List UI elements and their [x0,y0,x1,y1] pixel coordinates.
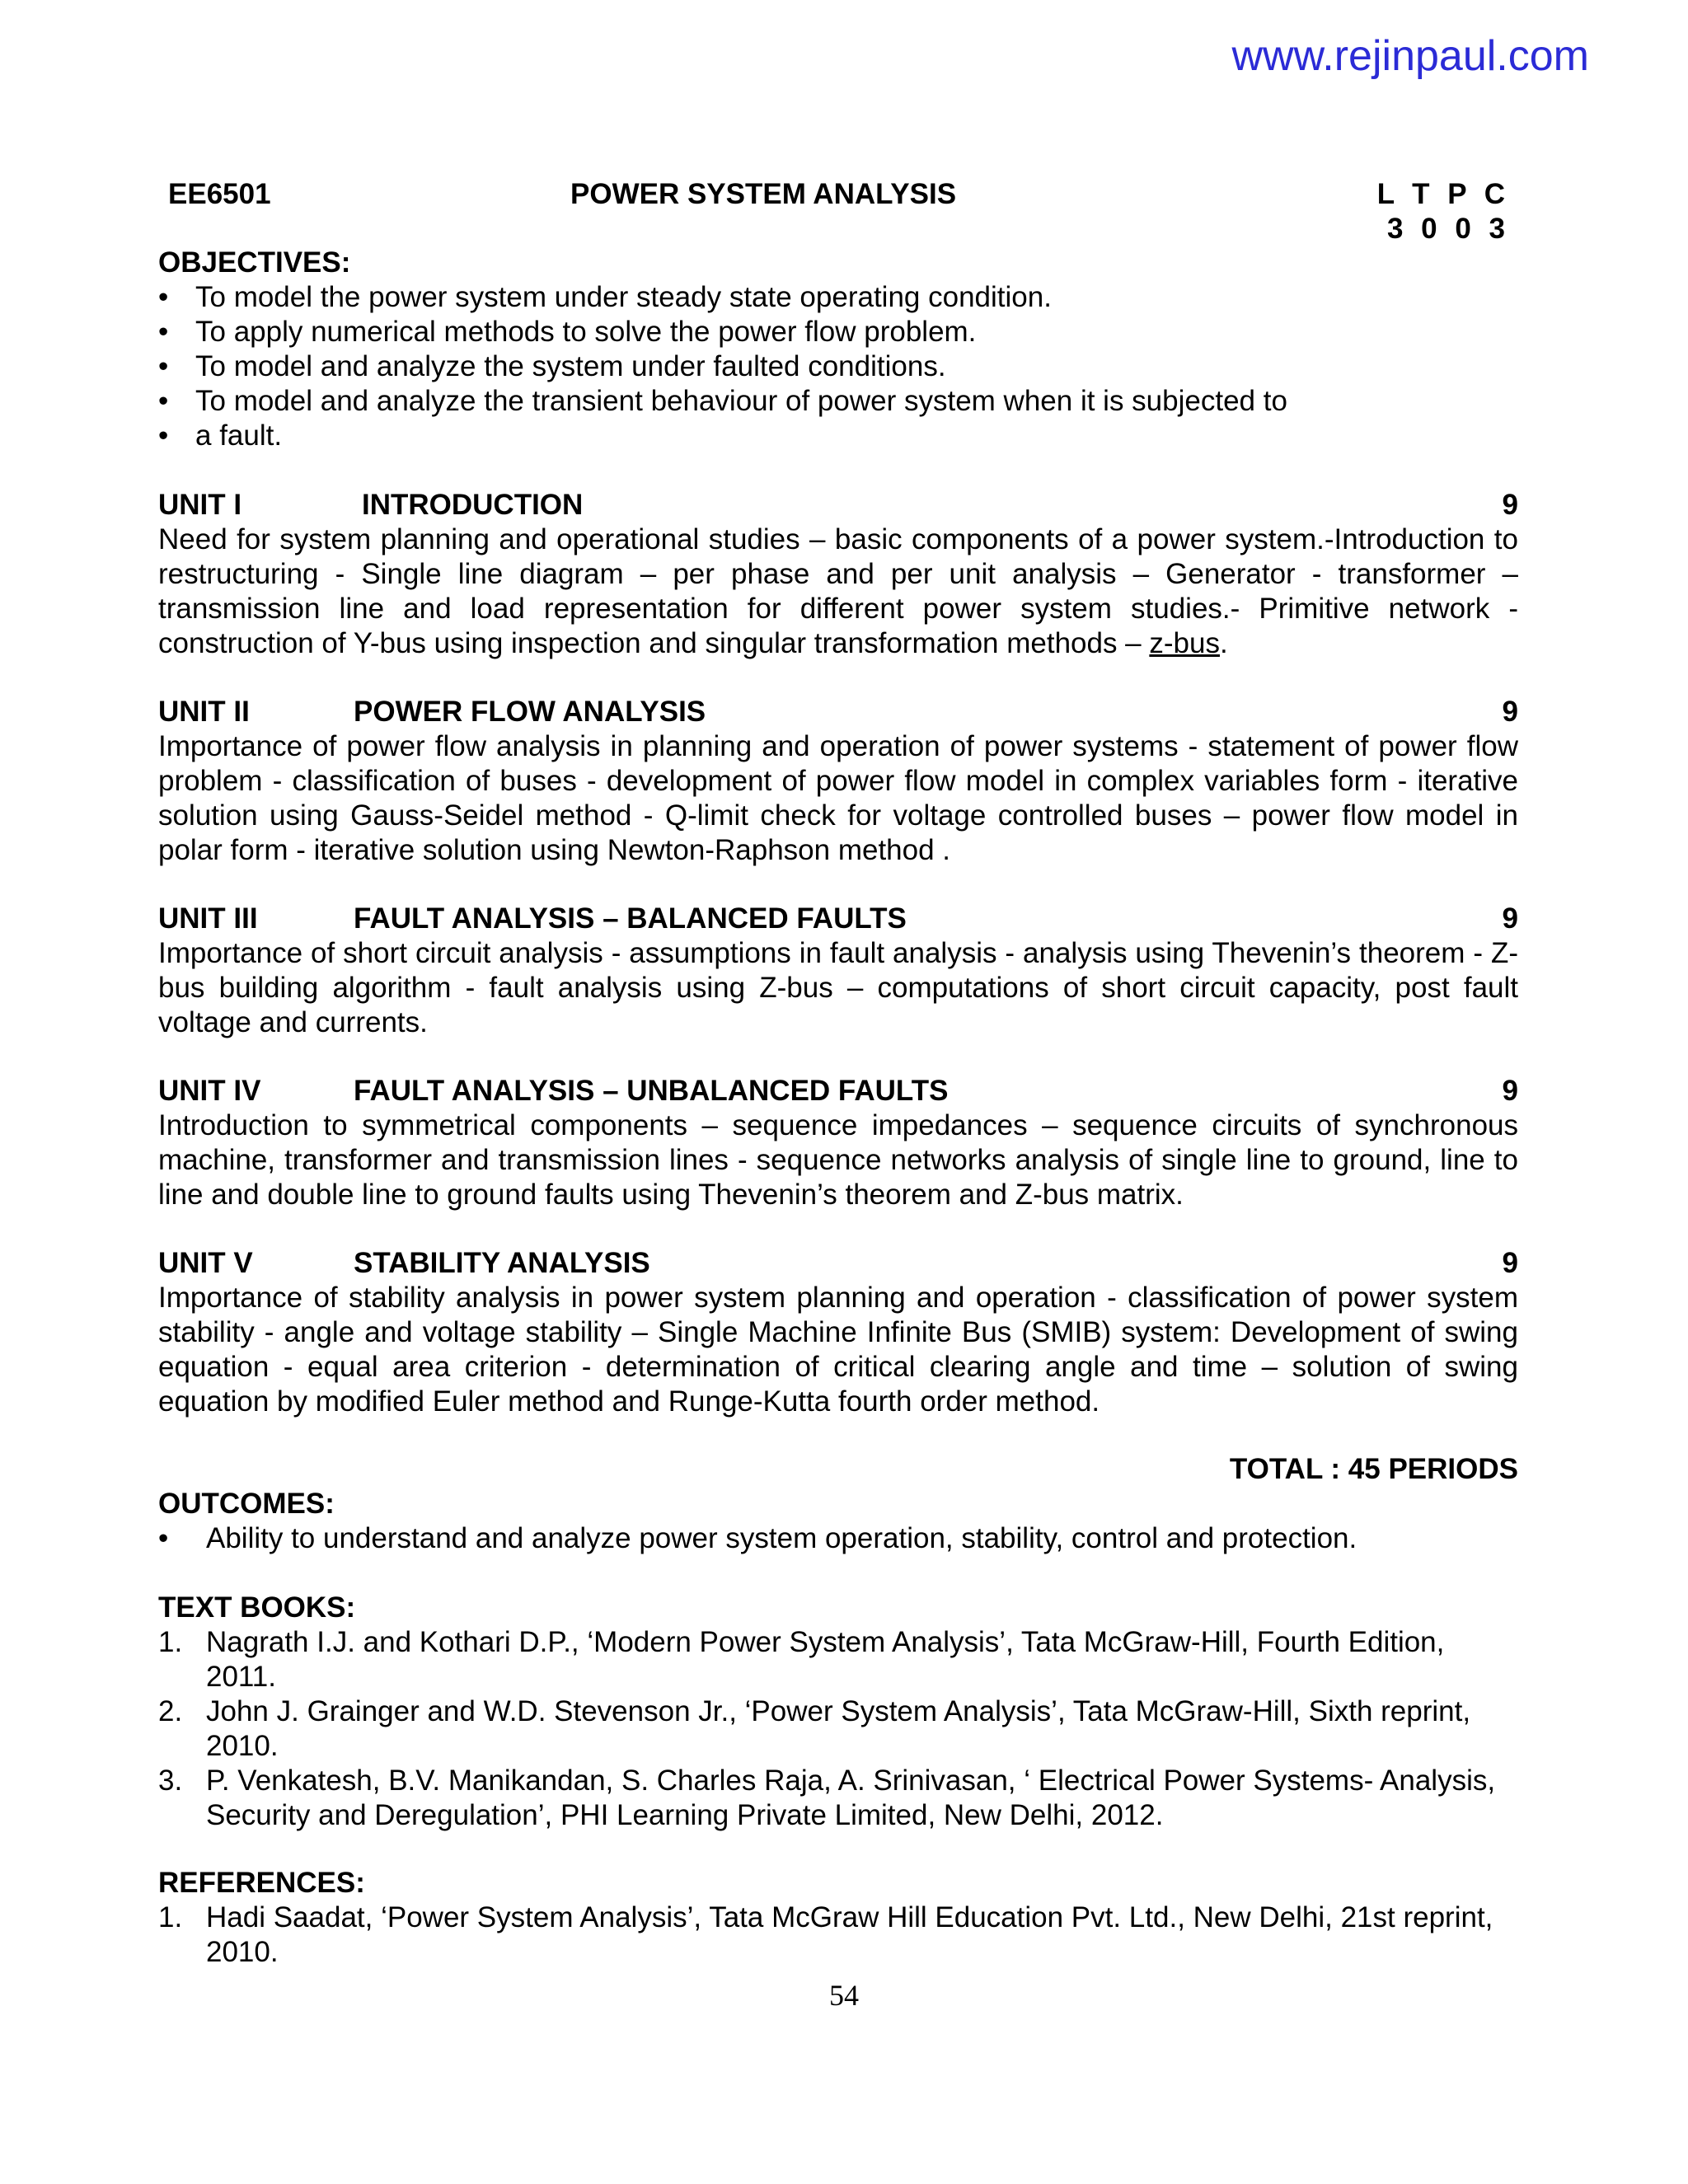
unit-hours: 9 [1502,902,1518,935]
bullet-icon: • [158,316,169,348]
unit-description: Importance of stability analysis in power system planning and operation - classification of power system stability - angle and voltage stability – Single Machine Infinite Bus (SMIB) system: Development of swing equation - equal area criterion - determination of critical clearing angle and time – solution of swing equation by modified Euler method and Runge-Kutta fourth order method. [158,1282,1518,1418]
unit-hours: 9 [1502,696,1518,728]
ltpc-block [1377,177,1510,246]
bullet-icon: • [158,281,169,313]
objectives-section [158,246,1518,453]
references-section [158,1866,1518,1970]
unit-hours: 9 [1502,1075,1518,1107]
unit-heading [158,902,1518,936]
list-item: 1. Hadi Saadat, ‘Power System Analysis’, Tata McGraw Hill Education Pvt. Ltd., New Delhi, 21st reprint, 2010. [158,1901,1493,1968]
unit-description: Need for system planning and operational studies – basic components of a power system.-Introduction to restructuring - Single line diagram – per phase and per unit analysis – Generator - transformer – transmission line and load representation for different power system studies.- Primitive network - construction of Y-bus using inspection and singular transformation methods – z-bus. [158,523,1518,659]
text-books-section [158,1591,1518,1833]
underlined-term: z-bus [1149,627,1220,659]
course-header [158,177,1518,251]
course-title: POWER SYSTEM ANALYSIS [570,178,957,210]
unit-1-section [158,488,1518,661]
list-item: • Ability to understand and analyze power system operation, stability, control and protection. [158,1522,1357,1554]
unit-number: UNIT I [158,489,242,521]
text-books-heading: TEXT BOOKS: [158,1591,356,1624]
text-books-list [158,1625,1518,1833]
bullet-icon: • [158,385,169,417]
unit-heading [158,1246,1518,1281]
unit-4-section [158,1074,1518,1212]
list-item: • To model the power system under steady state operating condition. [158,281,1052,313]
unit-heading [158,695,1518,729]
bullet-icon: • [158,419,169,452]
unit-number: UNIT III [158,902,258,935]
objectives-list [158,280,1518,453]
unit-number: UNIT IV [158,1075,261,1107]
course-code: EE6501 [168,178,271,210]
unit-hours: 9 [1502,1247,1518,1279]
page-number: 54 [829,1979,859,2012]
references-list [158,1900,1518,1970]
total-periods: TOTAL : 45 PERIODS [1229,1453,1518,1485]
list-item: • To model and analyze the system under faulted conditions. [158,350,946,382]
watermark-link[interactable]: www.rejinpaul.com [1231,32,1589,80]
list-item: • To apply numerical methods to solve the power flow problem. [158,316,977,348]
outcomes-list [158,1521,1518,1556]
unit-title: POWER FLOW ANALYSIS [354,696,706,728]
references-heading: REFERENCES: [158,1867,365,1899]
ltpc-values: 3 0 0 3 [1386,213,1510,245]
unit-description: Importance of short circuit analysis - assumptions in fault analysis - analysis using Thevenin’s theorem - Z-bus building algorithm - fault analysis using Z-bus – computations of short circuit capacity, post fault voltage and currents. [158,937,1518,1038]
unit-number: UNIT V [158,1247,253,1279]
list-item: • To model and analyze the transient behaviour of power system when it is subjected to [158,385,1287,417]
objectives-heading: OBJECTIVES: [158,246,351,279]
bullet-icon: • [158,1522,169,1554]
list-item: 2. John J. Grainger and W.D. Stevenson Jr., ‘Power System Analysis’, Tata McGraw-Hill, Sixth reprint, 2010. [158,1695,1471,1762]
unit-description: Introduction to symmetrical components – sequence impedances – sequence circuits of synchronous machine, transformer and transmission lines - sequence networks analysis of single line to ground, line to line and double line to ground faults using Thevenin’s theorem and Z-bus matrix. [158,1109,1518,1211]
unit-5-section [158,1246,1518,1419]
unit-3-section [158,902,1518,1040]
unit-title: FAULT ANALYSIS – UNBALANCED FAULTS [354,1075,949,1107]
list-item: 3. P. Venkatesh, B.V. Manikandan, S. Charles Raja, A. Srinivasan, ‘ Electrical Power Systems- Analysis, Security and Deregulation’, PHI Learning Private Limited, New Delhi, 2012. [158,1765,1496,1831]
unit-hours: 9 [1502,489,1518,521]
unit-heading [158,1074,1518,1108]
list-item: • a fault. [158,419,283,452]
outcomes-section [158,1487,1518,1556]
list-item: 1. Nagrath I.J. and Kothari D.P., ‘Modern Power System Analysis’, Tata McGraw-Hill, Fourth Edition, 2011. [158,1626,1445,1693]
unit-heading [158,488,1518,523]
bullet-icon: • [158,350,169,382]
unit-title: INTRODUCTION [362,489,584,521]
unit-title: FAULT ANALYSIS – BALANCED FAULTS [354,902,907,935]
unit-2-section [158,695,1518,868]
unit-description: Importance of power flow analysis in planning and operation of power systems - statement of power flow problem - classification of buses - development of power flow model in complex variables form - iterative solution using Gauss-Seidel method - Q-limit check for voltage controlled buses – power flow model in polar form - iterative solution using Newton-Raphson method . [158,730,1518,866]
ltpc-label: L T P C [1376,178,1510,210]
unit-number: UNIT II [158,696,250,728]
outcomes-heading: OUTCOMES: [158,1488,335,1520]
unit-title: STABILITY ANALYSIS [354,1247,650,1279]
